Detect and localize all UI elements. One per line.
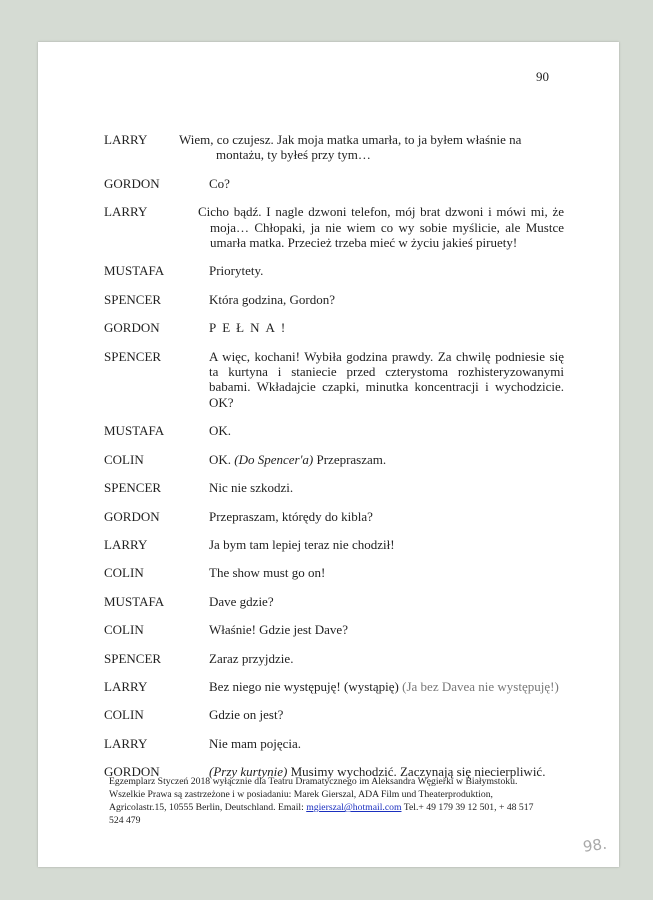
line-text-part: Przepraszam. <box>313 451 387 467</box>
line-text: Priorytety. <box>209 263 264 279</box>
dialogue-line <box>104 349 564 411</box>
dialogue-line <box>104 423 564 438</box>
speaker-name: MUSTAFA <box>104 263 165 279</box>
line-text: Nic nie szkodzi. <box>209 480 294 496</box>
line-text: Co? <box>209 175 230 191</box>
dialogue-line <box>104 320 564 335</box>
stage-direction: (Do Spencer'a) <box>234 451 314 467</box>
dialogue-line <box>104 132 564 163</box>
copyright-footer <box>109 775 549 827</box>
speaker-name: MUSTAFA <box>104 423 165 439</box>
speaker-name: SPENCER <box>104 480 162 496</box>
pencil-mark: 98. <box>581 834 608 856</box>
line-text: Która godzina, Gordon? <box>209 291 335 307</box>
line-text: OK. <box>209 423 232 439</box>
line-text: Cicho bądź. I nagle dzwoni telefon, mój brat dzwoni i mówi mi, że moja… Chłopaki, ja nie wiem co wy sobie myślicie, ale Mustce umarła matka. Przecież trzeba mieć w życiu jakieś piruety! <box>198 204 564 251</box>
speaker-name: LARRY <box>104 204 148 220</box>
dialogue-line <box>104 452 564 467</box>
dialogue-line <box>104 509 564 524</box>
speaker-name: LARRY <box>104 735 148 751</box>
line-text <box>209 679 564 694</box>
speaker-name: LARRY <box>104 536 148 552</box>
dialogue-line <box>104 707 564 722</box>
line-text: Dave gdzie? <box>209 593 274 609</box>
line-text: The show must go on! <box>209 565 326 581</box>
dialogue-line <box>104 565 564 580</box>
line-text: Wiem, co czujesz. Jak moja matka umarła, to ja byłem właśnie na montażu, ty byłeś przy tym… <box>179 132 522 163</box>
speaker-name: COLIN <box>104 565 144 581</box>
line-text-part: Bez niego nie występuję! (wystąpię) <box>209 678 399 694</box>
dialogue-line <box>104 480 564 495</box>
speaker-name: GORDON <box>104 764 160 780</box>
dialogue-block <box>104 132 564 793</box>
line-text: Gdzie on jest? <box>209 707 284 723</box>
email-link[interactable]: mgierszal@hotmail.com <box>306 802 402 813</box>
speaker-name: LARRY <box>104 132 148 147</box>
speaker-name: GORDON <box>104 508 160 524</box>
speaker-name: GORDON <box>104 175 160 191</box>
dialogue-line <box>104 263 564 278</box>
line-text <box>209 452 564 467</box>
footer-line: Wszelkie Prawa są zastrzeżone i w posiadaniu: Marek Gierszal, ADA Film und Theaterproduktion, Agricolastr.15, 10555 Berlin, Deutschland. Email: <box>109 789 493 813</box>
line-text: PEŁNA! <box>209 320 292 336</box>
dialogue-line <box>104 292 564 307</box>
line-text: Zaraz przyjdzie. <box>209 650 294 666</box>
speaker-name: LARRY <box>104 678 148 694</box>
faint-annotation: (Ja bez Davea nie występuję!) <box>402 678 559 694</box>
dialogue-line <box>104 537 564 552</box>
dialogue-line <box>104 594 564 609</box>
speaker-name: SPENCER <box>104 650 162 666</box>
dialogue-line <box>104 651 564 666</box>
line-text-part: OK. <box>209 451 235 467</box>
dialogue-line <box>104 679 564 694</box>
line-text: A więc, kochani! Wybiła godzina prawdy. Za chwilę podniesie się ta kurtyna i staniecie przed czterystoma rozhisteryzowanymi babami. Wkładajcie czapki, minutka koncentracji i wychodzicie. OK? <box>209 348 564 410</box>
dialogue-line <box>104 736 564 751</box>
line-text: Przepraszam, którędy do kibla? <box>209 508 373 524</box>
speaker-name: MUSTAFA <box>104 593 165 609</box>
speaker-name: COLIN <box>104 707 144 723</box>
dialogue-line <box>104 622 564 637</box>
speaker-name: SPENCER <box>104 348 162 364</box>
stage-direction: (Przy kurtynie) <box>209 764 288 780</box>
speaker-name: GORDON <box>104 320 160 336</box>
line-text: Nie mam pojęcia. <box>209 735 302 751</box>
line-text: Ja bym tam lepiej teraz nie chodził! <box>209 536 395 552</box>
footer-line: Tel.+ 49 179 39 12 501, + 48 517 524 479 <box>109 802 534 826</box>
line-text-part: Musimy wychodzić. Zaczynają się niecierpliwić. <box>287 764 546 780</box>
dialogue-line <box>104 176 564 191</box>
page-number: 90 <box>536 69 549 84</box>
speaker-name: SPENCER <box>104 291 162 307</box>
dialogue-line <box>104 204 564 250</box>
footer-line: Egzemplarz Styczeń 2018 wyłącznie dla Teatru Dramatycznego im Aleksandra Węgierki w Białymstoku. <box>109 776 518 787</box>
speaker-name: COLIN <box>104 451 144 467</box>
line-text: Właśnie! Gdzie jest Dave? <box>209 622 348 638</box>
speaker-name: COLIN <box>104 622 144 638</box>
